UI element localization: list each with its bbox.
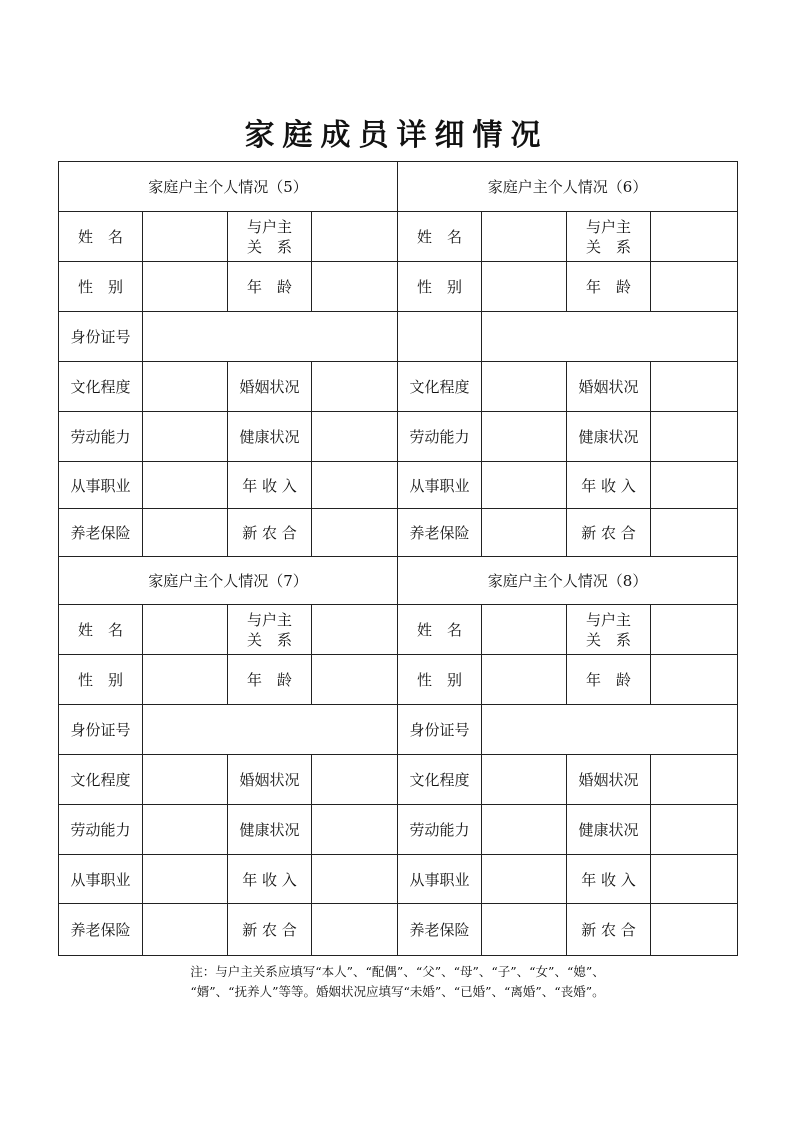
id-number-label: 身份证号 — [59, 312, 143, 362]
occupation-field-6[interactable] — [482, 462, 567, 509]
pension-label: 养老保险 — [59, 509, 143, 557]
occupation-field-7[interactable] — [143, 855, 228, 904]
health-field-8[interactable] — [651, 805, 738, 855]
coop-medical-label: 新 农 合 — [567, 904, 651, 956]
marital-field-5[interactable] — [312, 362, 398, 412]
name-label: 姓 名 — [59, 605, 143, 655]
section-header-8: 家庭户主个人情况（8） — [398, 557, 738, 605]
pension-field-5[interactable] — [143, 509, 228, 557]
gender-field-5[interactable] — [143, 262, 228, 312]
coop-medical-field-6[interactable] — [651, 509, 738, 557]
education-field-5[interactable] — [143, 362, 228, 412]
labor-label: 劳动能力 — [398, 805, 482, 855]
footnote — [58, 962, 737, 1002]
coop-medical-label: 新 农 合 — [228, 904, 312, 956]
occupation-label: 从事职业 — [59, 855, 143, 904]
relation-label: 与户主 关 系 — [228, 605, 312, 655]
id-number-label-blank-6 — [398, 312, 482, 362]
pension-label: 养老保险 — [398, 509, 482, 557]
education-field-6[interactable] — [482, 362, 567, 412]
family-members-table — [58, 161, 738, 956]
education-label: 文化程度 — [59, 362, 143, 412]
id-number-field-7[interactable] — [143, 705, 398, 755]
income-field-7[interactable] — [312, 855, 398, 904]
gender-label: 性 别 — [398, 262, 482, 312]
relation-field-6[interactable] — [651, 212, 738, 262]
relation-label: 与户主 关 系 — [567, 605, 651, 655]
marital-label: 婚姻状况 — [228, 362, 312, 412]
education-label: 文化程度 — [398, 755, 482, 805]
marital-field-7[interactable] — [312, 755, 398, 805]
name-field-5[interactable] — [143, 212, 228, 262]
name-field-8[interactable] — [482, 605, 567, 655]
gender-field-7[interactable] — [143, 655, 228, 705]
income-field-6[interactable] — [651, 462, 738, 509]
occupation-label: 从事职业 — [398, 462, 482, 509]
income-label: 年 收 入 — [228, 855, 312, 904]
income-label: 年 收 入 — [567, 462, 651, 509]
labor-field-8[interactable] — [482, 805, 567, 855]
pension-field-7[interactable] — [143, 904, 228, 956]
section-header-7: 家庭户主个人情况（7） — [59, 557, 398, 605]
name-field-6[interactable] — [482, 212, 567, 262]
health-label: 健康状况 — [228, 412, 312, 462]
health-field-7[interactable] — [312, 805, 398, 855]
section-header-5: 家庭户主个人情况（5） — [59, 162, 398, 212]
age-field-6[interactable] — [651, 262, 738, 312]
footnote-line-1: 注：与户主关系应填写“本人”、“配偶”、“父”、“母”、“子”、“女”、“媳”、 — [190, 964, 605, 979]
age-field-7[interactable] — [312, 655, 398, 705]
pension-label: 养老保险 — [59, 904, 143, 956]
marital-label: 婚姻状况 — [567, 755, 651, 805]
income-label: 年 收 入 — [228, 462, 312, 509]
relation-field-8[interactable] — [651, 605, 738, 655]
coop-medical-field-5[interactable] — [312, 509, 398, 557]
income-label: 年 收 入 — [567, 855, 651, 904]
pension-field-6[interactable] — [482, 509, 567, 557]
labor-field-5[interactable] — [143, 412, 228, 462]
age-label: 年 龄 — [567, 262, 651, 312]
marital-field-6[interactable] — [651, 362, 738, 412]
age-label: 年 龄 — [228, 262, 312, 312]
marital-label: 婚姻状况 — [228, 755, 312, 805]
name-label: 姓 名 — [398, 212, 482, 262]
id-number-field-8[interactable] — [482, 705, 738, 755]
gender-label: 性 别 — [59, 262, 143, 312]
health-label: 健康状况 — [228, 805, 312, 855]
occupation-field-8[interactable] — [482, 855, 567, 904]
health-label: 健康状况 — [567, 412, 651, 462]
age-field-5[interactable] — [312, 262, 398, 312]
gender-label: 性 别 — [398, 655, 482, 705]
labor-label: 劳动能力 — [59, 412, 143, 462]
name-field-7[interactable] — [143, 605, 228, 655]
occupation-label: 从事职业 — [398, 855, 482, 904]
income-field-5[interactable] — [312, 462, 398, 509]
id-number-label: 身份证号 — [59, 705, 143, 755]
income-field-8[interactable] — [651, 855, 738, 904]
id-number-field-5[interactable] — [143, 312, 398, 362]
labor-field-6[interactable] — [482, 412, 567, 462]
pension-field-8[interactable] — [482, 904, 567, 956]
id-number-field-6[interactable] — [482, 312, 738, 362]
id-number-label: 身份证号 — [398, 705, 482, 755]
page-title: 家庭成员详细情况 — [244, 118, 549, 153]
labor-field-7[interactable] — [143, 805, 228, 855]
education-label: 文化程度 — [59, 755, 143, 805]
relation-field-7[interactable] — [312, 605, 398, 655]
name-label: 姓 名 — [59, 212, 143, 262]
coop-medical-field-8[interactable] — [651, 904, 738, 956]
age-label: 年 龄 — [567, 655, 651, 705]
health-label: 健康状况 — [567, 805, 651, 855]
gender-label: 性 别 — [59, 655, 143, 705]
coop-medical-label: 新 农 合 — [228, 509, 312, 557]
name-label: 姓 名 — [398, 605, 482, 655]
section-header-6: 家庭户主个人情况（6） — [398, 162, 738, 212]
gender-field-6[interactable] — [482, 262, 567, 312]
marital-field-8[interactable] — [651, 755, 738, 805]
education-field-8[interactable] — [482, 755, 567, 805]
labor-label: 劳动能力 — [398, 412, 482, 462]
marital-label: 婚姻状况 — [567, 362, 651, 412]
health-field-6[interactable] — [651, 412, 738, 462]
age-field-8[interactable] — [651, 655, 738, 705]
pension-label: 养老保险 — [398, 904, 482, 956]
relation-label: 与户主 关 系 — [567, 212, 651, 262]
relation-label: 与户主 关 系 — [228, 212, 312, 262]
education-field-7[interactable] — [143, 755, 228, 805]
occupation-label: 从事职业 — [59, 462, 143, 509]
footnote-line-2: “婿”、“抚养人”等等。婚姻状况应填写“未婚”、“已婚”、“离婚”、“丧婚”。 — [190, 984, 605, 999]
coop-medical-label: 新 农 合 — [567, 509, 651, 557]
relation-field-5[interactable] — [312, 212, 398, 262]
health-field-5[interactable] — [312, 412, 398, 462]
coop-medical-field-7[interactable] — [312, 904, 398, 956]
gender-field-8[interactable] — [482, 655, 567, 705]
age-label: 年 龄 — [228, 655, 312, 705]
labor-label: 劳动能力 — [59, 805, 143, 855]
occupation-field-5[interactable] — [143, 462, 228, 509]
education-label: 文化程度 — [398, 362, 482, 412]
